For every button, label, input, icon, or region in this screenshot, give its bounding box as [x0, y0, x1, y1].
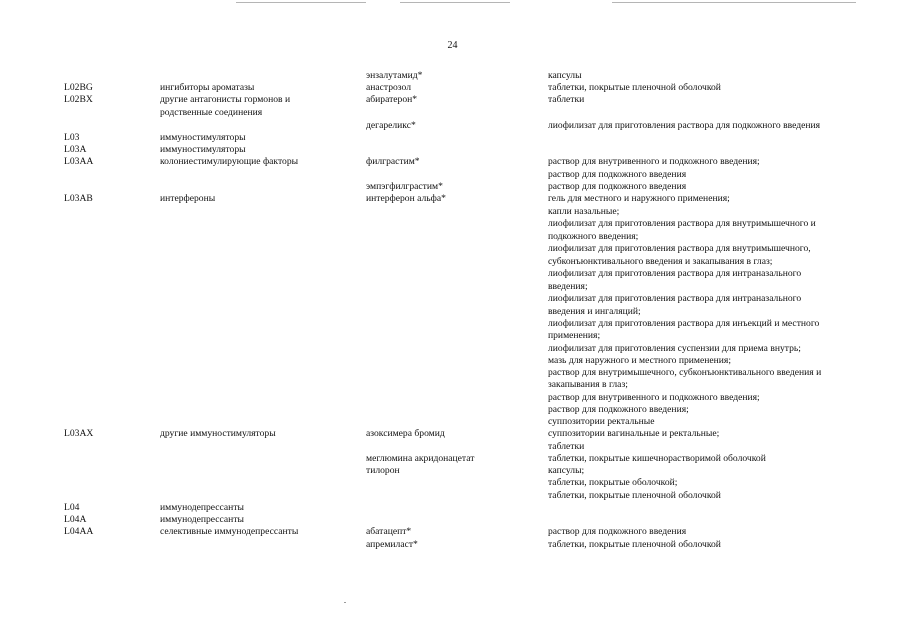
dosage-form: лиофилизат для приготовления раствора для инъекций и местного: [548, 318, 820, 329]
table-row: [0, 441, 905, 453]
table-row: [0, 502, 905, 514]
dosage-form: применения;: [548, 330, 601, 341]
pharmacological-group: ингибиторы ароматазы: [160, 82, 255, 93]
table-row: [0, 416, 905, 428]
table-row: [0, 453, 905, 465]
drug-name: интерферон альфа*: [366, 193, 446, 204]
table-row: [0, 343, 905, 355]
table-row: [0, 539, 905, 551]
atc-code: L03AA: [64, 156, 94, 167]
dosage-form: раствор для подкожного введения: [548, 181, 687, 192]
table-row: [0, 392, 905, 404]
table-row: [0, 169, 905, 181]
dosage-form: таблетки: [548, 441, 585, 452]
table-row: [0, 144, 905, 156]
dosage-form: таблетки, покрытые пленочной оболочкой: [548, 490, 721, 501]
dosage-form: таблетки, покрытые оболочкой;: [548, 477, 678, 488]
table-row: [0, 193, 905, 205]
atc-code: L04AA: [64, 526, 94, 537]
scan-artifact-line: [400, 2, 510, 3]
drug-name: апремиласт*: [366, 539, 418, 550]
dosage-form: раствор для подкожного введения: [548, 526, 687, 537]
pharmacological-group: интерфероны: [160, 193, 216, 204]
table-row: [0, 306, 905, 318]
pharmacological-group: другие иммуностимуляторы: [160, 428, 276, 439]
table-row: [0, 256, 905, 268]
table-row: [0, 330, 905, 342]
table-row: [0, 526, 905, 538]
page-number: 24: [447, 40, 458, 51]
atc-code: L02BX: [64, 94, 93, 105]
dosage-form: лиофилизат для приготовления раствора для интраназального: [548, 293, 802, 304]
table-row: [0, 490, 905, 502]
dosage-form: лиофилизат для приготовления раствора для интраназального: [548, 268, 802, 279]
drug-name: анастрозол: [366, 82, 412, 93]
drug-name: абиратерон*: [366, 94, 418, 105]
table-row: [0, 281, 905, 293]
table-row: [0, 355, 905, 367]
pharmacological-group: колониестимулирующие факторы: [160, 156, 299, 167]
table-row: [0, 404, 905, 416]
table-row: [0, 156, 905, 168]
table-row: [0, 82, 905, 94]
table-row: [0, 231, 905, 243]
pharmacological-group: другие антагонисты гормонов и: [160, 94, 291, 105]
dosage-form: капсулы;: [548, 465, 585, 476]
dosage-form: гель для местного и наружного применения;: [548, 193, 730, 204]
drug-name: энзалутамид*: [366, 70, 423, 81]
dosage-form: лиофилизат для приготовления раствора для внутримышечного и: [548, 218, 816, 229]
atc-code: L03: [64, 132, 80, 143]
table-row: [0, 120, 905, 132]
scan-artifact-line: [236, 2, 366, 3]
scan-artifact-line: [612, 2, 856, 3]
table-row: [0, 465, 905, 477]
atc-code: L03AX: [64, 428, 94, 439]
dosage-form: лиофилизат для приготовления раствора для подкожного введения: [548, 120, 821, 131]
table-row: [0, 514, 905, 526]
pharmacological-group: иммунодепрессанты: [160, 502, 244, 513]
dosage-form: капсулы: [548, 70, 582, 81]
drug-name: абатацепт*: [366, 526, 412, 537]
table-row: [0, 94, 905, 106]
pharmacological-group: иммуностимуляторы: [160, 132, 246, 143]
table-row: [0, 132, 905, 144]
atc-code: L02BG: [64, 82, 93, 93]
table-row: [0, 367, 905, 379]
table-row: [0, 181, 905, 193]
dosage-form: таблетки, покрытые кишечнорастворимой оболочкой: [548, 453, 766, 464]
table-row: [0, 477, 905, 489]
dosage-form: таблетки: [548, 94, 585, 105]
table-row: [0, 70, 905, 82]
table-row: [0, 293, 905, 305]
dosage-form: введения;: [548, 281, 588, 292]
table-row: [0, 318, 905, 330]
dosage-form: таблетки, покрытые пленочной оболочкой: [548, 539, 721, 550]
pharmacological-group: иммуностимуляторы: [160, 144, 246, 155]
dosage-form: подкожного введения;: [548, 231, 639, 242]
drug-name: тилорон: [366, 465, 400, 476]
dosage-form: лиофилизат для приготовления суспензии для приема внутрь;: [548, 343, 801, 354]
drug-name: эмпэгфилграстим*: [366, 181, 443, 192]
atc-code: L03A: [64, 144, 87, 155]
dosage-form: введения и ингаляций;: [548, 306, 641, 317]
atc-code: L04: [64, 502, 80, 513]
drug-name: азоксимера бромид: [366, 428, 445, 439]
atc-code: L04A: [64, 514, 87, 525]
table-row: [0, 268, 905, 280]
pharmacological-group: иммунодепрессанты: [160, 514, 244, 525]
dosage-form: суппозитории ректальные: [548, 416, 655, 427]
drug-name: филграстим*: [366, 156, 420, 167]
dosage-form: субконъюнктивального введения и закапывания в глаз;: [548, 256, 773, 267]
table-row: [0, 107, 905, 119]
table-row: [0, 428, 905, 440]
dosage-form: капли назальные;: [548, 206, 620, 217]
dosage-form: раствор для внутримышечного, субконъюнктивального введения и: [548, 367, 822, 378]
drug-name: дегареликс*: [366, 120, 416, 131]
dosage-form: лиофилизат для приготовления раствора для внутримышечного,: [548, 243, 811, 254]
dosage-form: таблетки, покрытые пленочной оболочкой: [548, 82, 721, 93]
pharmacological-group: селективные иммунодепрессанты: [160, 526, 299, 537]
dosage-form: закапывания в глаз;: [548, 379, 628, 390]
dosage-form: мазь для наружного и местного применения;: [548, 355, 731, 366]
drug-name: меглюмина акридонацетат: [366, 453, 475, 464]
atc-code: L03AB: [64, 193, 93, 204]
dosage-form: суппозитории вагинальные и ректальные;: [548, 428, 720, 439]
table-row: [0, 243, 905, 255]
pharmacological-group: родственные соединения: [160, 107, 263, 118]
dosage-form: раствор для внутривенного и подкожного введения;: [548, 156, 760, 167]
table-row: [0, 206, 905, 218]
dosage-form: раствор для подкожного введения;: [548, 404, 689, 415]
dosage-form: раствор для подкожного введения: [548, 169, 687, 180]
table-row: [0, 218, 905, 230]
dosage-form: раствор для внутривенного и подкожного введения;: [548, 392, 760, 403]
scan-speck: [344, 602, 346, 603]
table-row: [0, 379, 905, 391]
